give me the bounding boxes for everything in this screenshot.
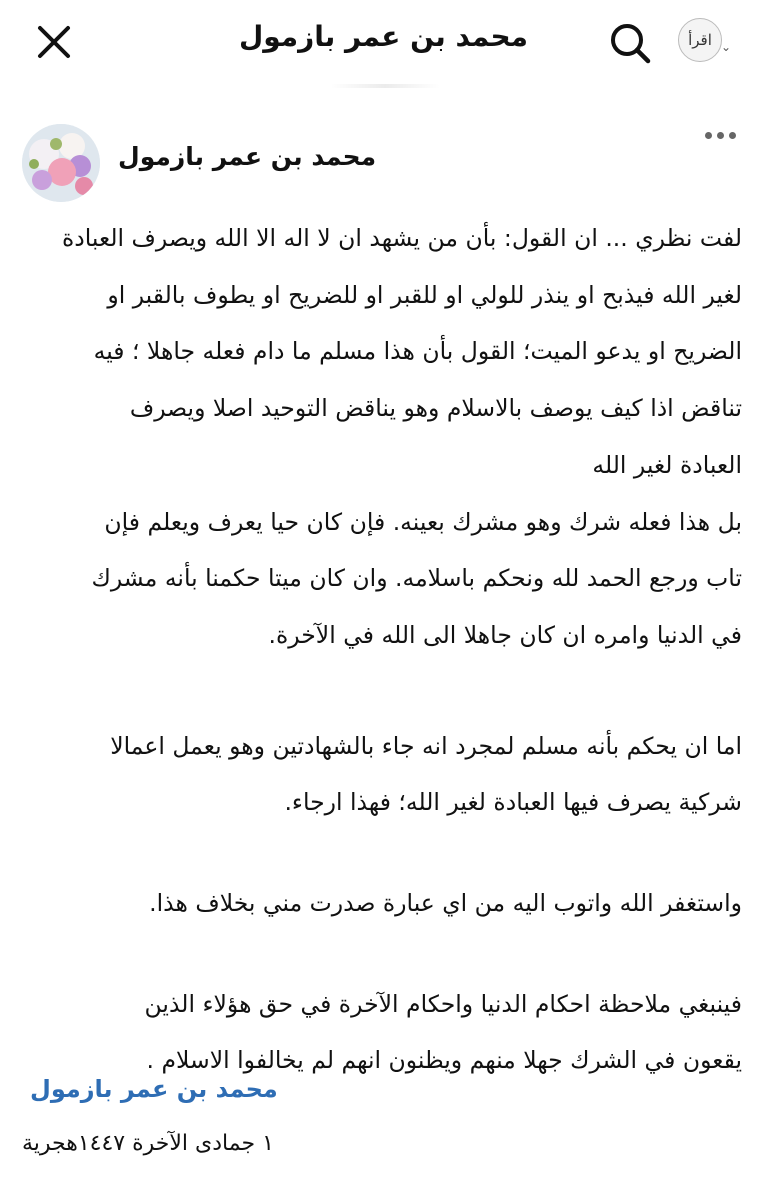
divider xyxy=(330,84,440,88)
author-name[interactable]: محمد بن عمر بازمول xyxy=(118,142,377,171)
more-options-icon[interactable] xyxy=(705,124,747,144)
post-body xyxy=(22,210,742,1089)
post-line: تاب ورجع الحمد لله ونحكم باسلامه. وان كان ميتا حكمنا بأنه مشرك xyxy=(91,564,742,593)
chevron-down-icon[interactable]: ⌄ xyxy=(721,40,732,54)
search-icon[interactable] xyxy=(607,20,653,66)
app-logo-button[interactable] xyxy=(678,18,722,62)
avatar[interactable] xyxy=(22,124,100,202)
post-date: ١ جمادى الآخرة ١٤٤٧هجرية xyxy=(22,1131,274,1156)
top-bar xyxy=(0,0,767,84)
post-line: العبادة لغير الله xyxy=(592,450,742,479)
signature-link[interactable]: محمد بن عمر بازمول xyxy=(30,1075,278,1103)
post-line: فينبغي ملاحظة احكام الدنيا واحكام الآخرة في حق هؤلاء الذين xyxy=(144,989,742,1018)
post-line: في الدنيا وامره ان كان جاهلا الى الله في الآخرة. xyxy=(268,620,742,649)
post-line: بل هذا فعله شرك وهو مشرك بعينه. فإن كان حيا يعرف ويعلم فإن xyxy=(104,507,742,536)
app-logo-text: اقرأ xyxy=(688,31,712,49)
post-line: يقعون في الشرك جهلا منهم ويظنون انهم لم يخالفوا الاسلام . xyxy=(146,1046,742,1075)
post-line: شركية يصرف فيها العبادة لغير الله؛ فهذا ارجاء. xyxy=(284,788,742,817)
post-line: اما ان يحكم بأنه مسلم لمجرد انه جاء بالشهادتين وهو يعمل اعمالا xyxy=(110,731,742,760)
page-title: محمد بن عمر بازمول xyxy=(238,20,529,53)
post-line: لغير الله فيذبح او ينذر للولي او للقبر او للضريح او يطوف بالقبر او xyxy=(107,280,742,309)
post-line: لفت نظري ... ان القول: بأن من يشهد ان لا اله الا الله ويصرف العبادة xyxy=(61,224,742,252)
post-line: الضريح او يدعو الميت؛ القول بأن هذا مسلم ما دام فعله جاهلا ؛ فيه xyxy=(93,337,742,366)
post-line: واستغفر الله واتوب اليه من اي عبارة صدرت مني بخلاف هذا. xyxy=(149,889,742,918)
post-line: تناقض اذا كيف يوصف بالاسلام وهو يناقض التوحيد اصلا ويصرف xyxy=(129,394,742,423)
